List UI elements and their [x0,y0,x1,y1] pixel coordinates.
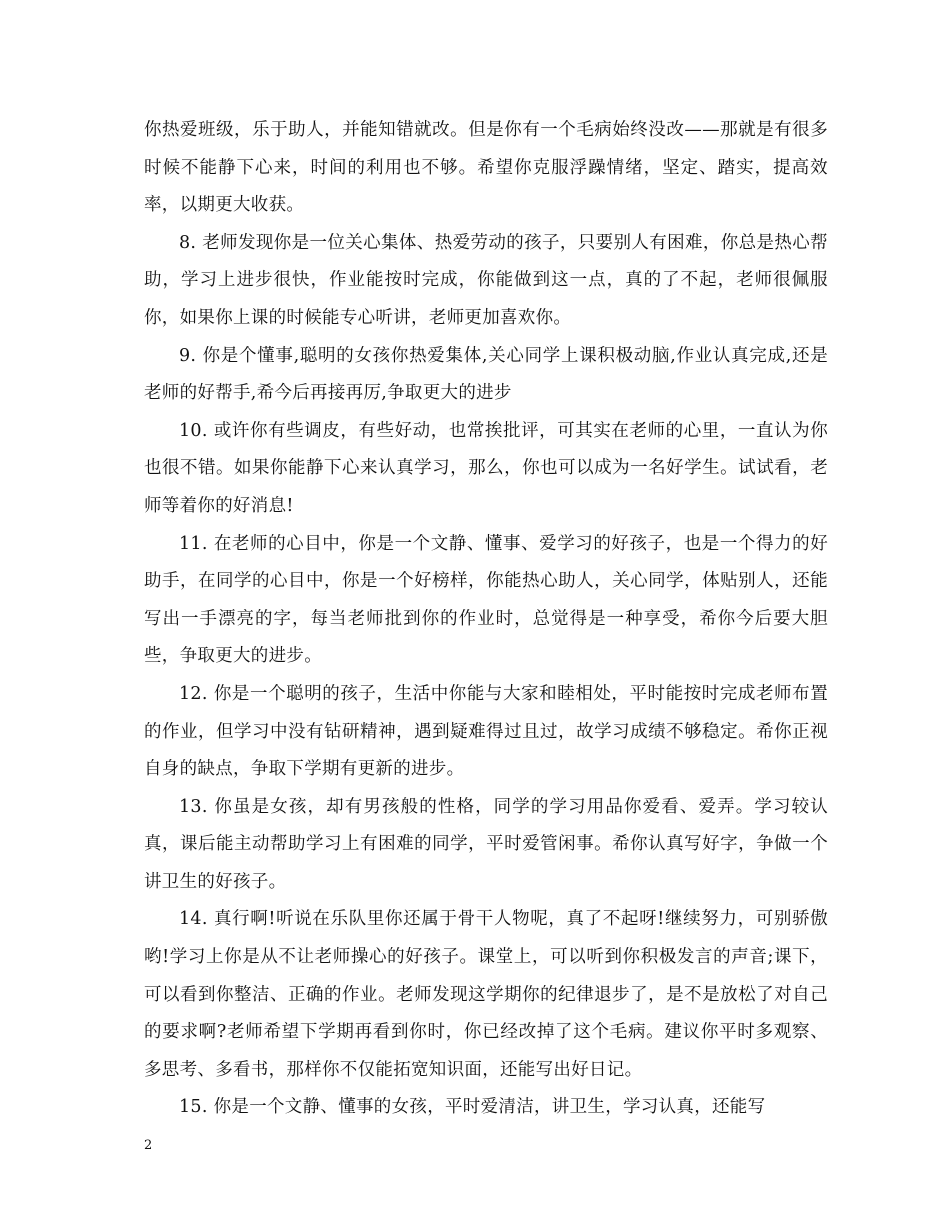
paragraph-item-13: 13. 你虽是女孩，却有男孩般的性格，同学的学习用品你爱看、爱弄。学习较认真，课后能主动帮助学习上有困难的同学，平时爱管闲事。希你认真写好字，争做一个讲卫生的好孩子。 [144,796,828,892]
page-number: 2 [144,1138,153,1153]
paragraph-item-14: 14. 真行啊!听说在乐队里你还属于骨干人物呢，真了不起呀!继续努力，可别骄傲哟!学习上你是从不让老师操心的好孩子。课堂上，可以听到你积极发言的声音;课下，可以看到你整洁、正确的作业。老师发现这学期你的纪律退步了，是不是放松了对自己的要求啊?老师希望下学期再看到你时，你已经改掉了这个毛病。建议你平时多观察、多思考、多看书，那样你不仅能拓宽知识面，还能写出好日记。 [144,909,828,1080]
paragraph-item-9: 9. 你是个懂事,聪明的女孩你热爱集体,关心同学上课积极动脑,作业认真完成,还是老师的好帮手,希今后再接再厉,争取更大的进步 [144,345,828,404]
paragraph-continuation: 你热爱班级，乐于助人，并能知错就改。但是你有一个毛病始终没改——那就是有很多时候不能静下心来，时间的利用也不够。希望你克服浮躁情绪，坚定、踏实，提高效率，以期更大收获。 [144,120,828,216]
paragraph-item-8: 8. 老师发现你是一位关心集体、热爱劳动的孩子，只要别人有困难，你总是热心帮助，学习上进步很快，作业能按时完成，你能做到这一点，真的了不起，老师很佩服你，如果你上课的时候能专心听讲，老师更加喜欢你。 [144,232,828,328]
paragraph-item-12: 12. 你是一个聪明的孩子，生活中你能与大家和睦相处，平时能按时完成老师布置的作业，但学习中没有钻研精神，遇到疑难得过且过，故学习成绩不够稳定。希你正视自身的缺点，争取下学期有更新的进步。 [144,683,828,780]
paragraph-item-15: 15. 你是一个文静、懂事的女孩，平时爱清洁，讲卫生，学习认真，还能写 [179,1097,766,1118]
paragraph-item-10: 10. 或许你有些调皮，有些好动，也常挨批评，可其实在老师的心里，一直认为你也很不错。如果你能静下心来认真学习，那么，你也可以成为一名好学生。试试看，老师等着你的好消息! [144,420,828,516]
document-body [144,112,828,1127]
paragraph-item-11: 11. 在老师的心目中，你是一个文静、懂事、爱学习的好孩子，也是一个得力的好助手，在同学的心目中，你是一个好榜样，你能热心助人，关心同学，体贴别人，还能写出一手漂亮的字，每当老师批到你的作业时，总觉得是一种享受，希你今后要大胆些，争取更大的进步。 [144,533,828,667]
